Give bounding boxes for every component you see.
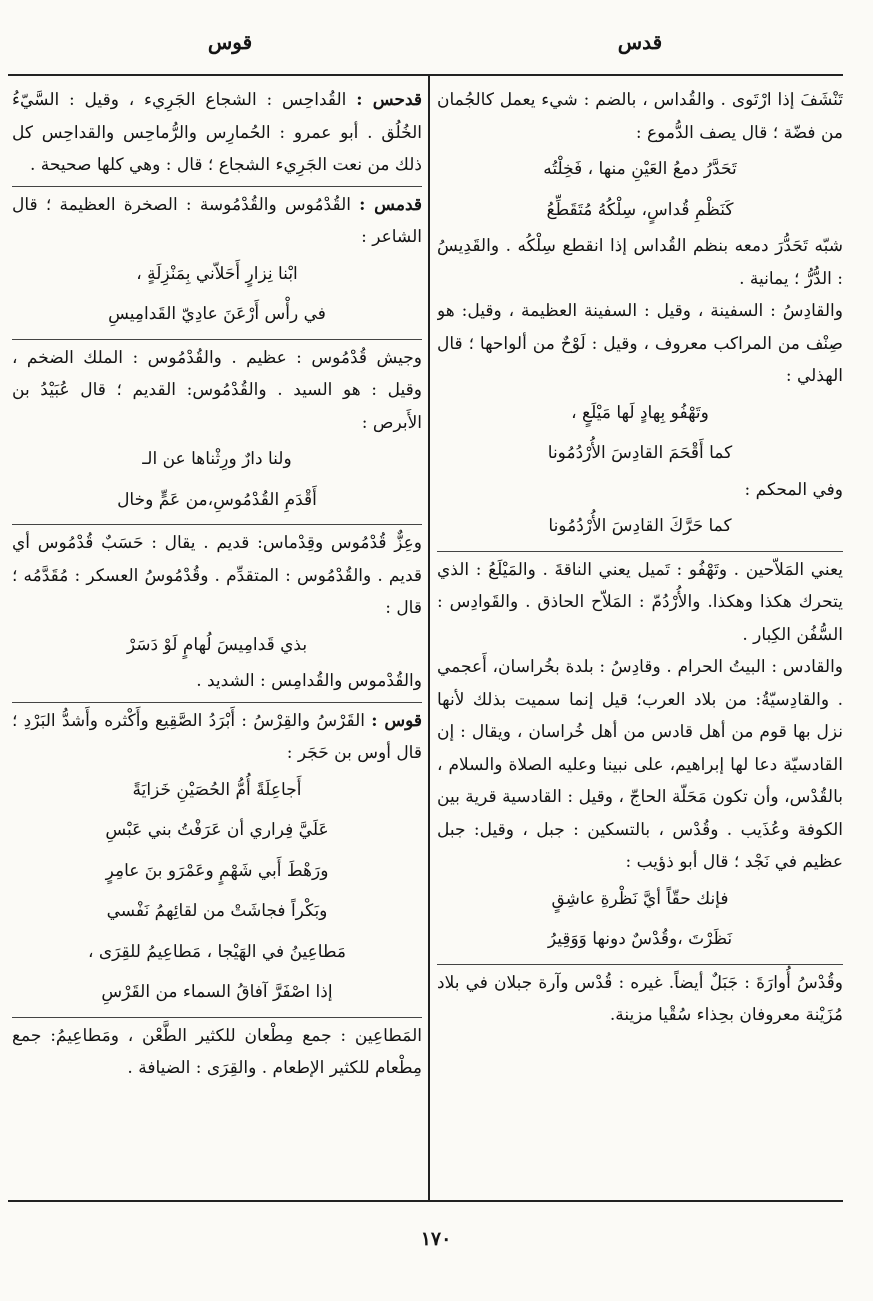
- verse-line: كما أَقْحَمَ القادِسَ الأُرْدُمُونا: [547, 443, 733, 463]
- section-divider: [12, 186, 422, 187]
- verse-line: نَظَرْتَ ،وقُدْسٌ دونها وَوَقِيرُ: [547, 929, 733, 949]
- verse-line: أَقْدَمِ القُدْمُوسِ،من عَمٍّ وخال: [117, 489, 317, 510]
- entry-headword: قوس :: [371, 710, 422, 731]
- verse-line: وبَكْراً فجاشَتْ من لقائِهمُ نَفْسي: [106, 901, 328, 921]
- running-headword-right: قدس: [617, 30, 663, 54]
- entry: [12, 189, 422, 254]
- entry: [12, 705, 422, 770]
- entry-text: يعني المَلاّحين . وتَهْفُو : تَميل يعني الناقةَ . والمَيْلَعُ : الذي يتحرك هكذا وهكذا. والأُرْدُمّ : المَلاّح الحاذق . والقَوادِس : السُّفُن الكِبار .: [437, 559, 843, 645]
- verse-line: مَطاعِينُ في الهَيْجا ، مَطاعِيمُ للقِرَى ،: [87, 941, 347, 962]
- verse-line: ورَهْطَ أَبي شَهْمٍ وعَمْرَو بنَ عامِرٍ: [105, 860, 329, 881]
- entry-text: القُدْمُوس والقُدْمُوسة : الصخرة العظيمة ؛ قال الشاعر :: [12, 194, 422, 247]
- verse-line: وتَهْفُو بِهادٍ لَها مَيْلَعٍ ،: [571, 402, 709, 423]
- verse-line: كما حَرَّكَ القادِسَ الأُرْدُمُونا: [548, 516, 732, 536]
- entry-text: شبّه تَحَدُّرَ دمعه بنظم القُداس إذا انقطع سِلْكُه . والقَدِيسُ : الدُّرُّ ؛ يمانية .: [437, 236, 843, 289]
- page-number: ١٧٠: [420, 1228, 452, 1250]
- entry-headword: قدمس :: [359, 194, 422, 215]
- section-divider: [12, 1017, 422, 1018]
- verse-line: في رأْس أَرْعَنَ عادِيّ القَدامِيسِ: [108, 304, 326, 324]
- section-divider: [12, 524, 422, 525]
- entry-text: وفي المحكم :: [744, 479, 843, 500]
- verse-line: تَحَدَّرُ دمعُ العَيْنِ منها ، فَخِلْتُه: [543, 159, 737, 179]
- verse-line: ولنا دارٌ ورِثْناها عن الـ: [142, 449, 292, 469]
- entry-text: المَطاعِين : جمع مِطْعان للكثير الطَّعْن ، ومَطاعِيمُ: جمع مِطْعام للكثير الإطعام . والقِرَى : الضيافة .: [12, 1025, 422, 1078]
- running-headword-left: قوس: [207, 30, 253, 54]
- verse-line: إذا اصْفَرَّ آفاقُ السماء من القَرْسِ: [101, 982, 333, 1002]
- header-rule: [8, 74, 843, 76]
- verse-line: بذي قَدامِيسَ لُهامٍ لَوْ دَسَرْ: [126, 634, 308, 655]
- verse-line: أَجاعِلَةً أُمُّ الحُصَيْنِ خَزايَةً: [132, 779, 302, 800]
- entry-text: وقُدْسُ أُوارَةَ : جَبَلٌ أيضاً. غيره : قُدْس وآرة جبلان في بلاد مُزَيْنة معروفان بحِذاء سُقْيا مزينة.: [437, 972, 843, 1025]
- right-column: [437, 84, 843, 1196]
- footer-rule: [8, 1200, 843, 1202]
- verse-line: كَنَظْمِ قُداسٍ، سِلْكُهُ مُتَقَطِّعُ: [546, 199, 734, 220]
- entry-text: القَرْسُ والقِرْسُ : أَبْرَدُ الصَّقِيع وأَكْثره وأَشدُّ البَرْدِ ؛ قال أوس بن حَجَر :: [12, 710, 422, 763]
- entry-text: والقُدْموس والقُدامِس : الشديد .: [196, 671, 422, 691]
- section-divider: [437, 551, 843, 552]
- entry-text: وجيش قُدْمُوس : عظيم . والقُدْمُوس : الملك الضخم ، وقيل : هو السيد . والقُدْمُوس: القديم ؛ قال عُبَيْدُ بن الأَبرص :: [12, 347, 422, 433]
- section-divider: [12, 702, 422, 703]
- section-divider: [12, 339, 422, 340]
- entry-text: والقادِسُ : السفينة ، وقيل : السفينة العظيمة ، وقيل: هو صِنْف من المراكب معروف ، وقيل : لَوْحٌ من ألواحها ؛ قال الهذلي :: [437, 301, 843, 386]
- verse-line: عَلَيَّ فِراري أن عَرَفْتُ بني عَبْسِ: [105, 820, 329, 840]
- entry-text: والقادس : البيتُ الحرام . وقادِسُ : بلدة بخُراسان، أَعجمي . والقادِسيّةُ: من بلاد العرب؛ قيل إنما سميت بذلك لأنها نزل بها قوم من أهل قادس من أهل خُراسان ، ويقال : إن القادسيّة دعا لها إبراهيم، على نبينا وعليه الصلاة والسلام ، بالقُدْس، وأن تكون مَحَلّة الحاجّ ، وقيل : القادسية قرية بين الكوفة وعُذَيب . وقُدْس ، بالتسكين : جبل ، وقيل: جبل عظيم في نَجْد ؛ قال أبو ذؤيب :: [437, 657, 843, 872]
- left-column: [12, 84, 422, 1196]
- entry: [12, 84, 422, 182]
- verse-line: فإنك حقّاً أيَّ نَظْرةِ عاشِقٍ: [551, 888, 729, 909]
- entry-headword: قدحس :: [356, 90, 422, 110]
- entry-text: وعِزٌّ قُدْمُوس وقِدْماس: قديم . يقال : حَسَبٌ قُدْمُوس أي قديم . والقُدْمُوس : المتقدِّم . وقُدْمُوسُ العسكر : مُقَدَّمُه ؛ قال :: [12, 533, 422, 618]
- section-divider: [437, 964, 843, 965]
- entry-text: القُداحِس : الشجاع الجَرِيء ، وقيل : السَّيّءُ الخُلُق . أبو عمرو : الحُمارِس والرُّماحِس والقداحِس كل ذلك من نعت الجَرِيء الشجاع ؛ قال : وهي كلها صحيحة .: [12, 90, 422, 175]
- column-divider: [428, 76, 430, 1200]
- entry-text: تَنْشَفَ إذا ارْتَوى . والقُداس ، بالضم : شيء يعمل كالجُمان من فضّة ؛ قال يصف الدُّموع :: [437, 90, 843, 143]
- verse-line: ابْنا نِزارٍ أَحَلاّني بِمَنْزِلَةٍ ،: [136, 263, 298, 284]
